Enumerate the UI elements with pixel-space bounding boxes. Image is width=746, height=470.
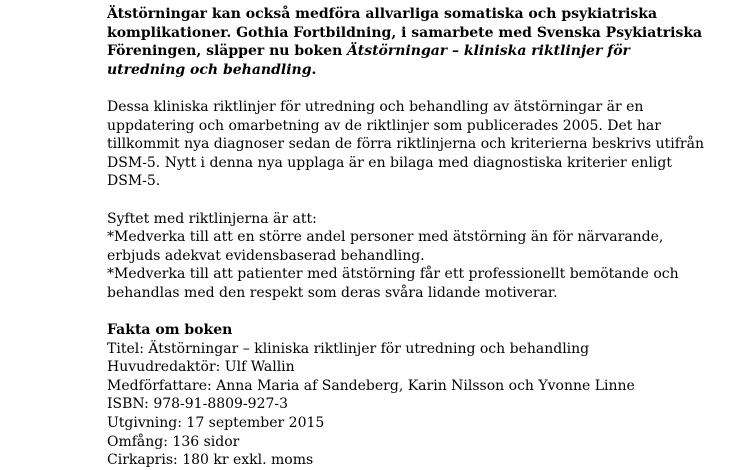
fact-isbn: ISBN: 978-91-8809-927-3 <box>107 396 289 413</box>
press-release-body <box>107 5 707 470</box>
fact-title: Titel: Ätstörningar – kliniska riktlinjer för utredning och behandling <box>107 340 590 357</box>
purpose-item: *Medverka till att en större andel personer med ätstörning än för närvarande, erbjuds adekvat evidensbaserad behandling. <box>107 229 664 264</box>
fact-release-date: Utgivning: 17 september 2015 <box>107 415 325 432</box>
guidelines-paragraph: Dessa kliniska riktlinjer för utredning och behandling av ätstörningar är en uppdatering och omarbetning av de riktlinjer som publicerades 2005. Det har tillkommit nya diagnoser sedan de förra riktlinjerna och kriterierna beskrivs utifrån DSM-5. Nytt i denna nya upplaga är en bilaga med diagnostiska kriterier enligt DSM-5. <box>107 98 704 190</box>
spacer <box>107 79 707 98</box>
intro-paragraph <box>107 5 707 79</box>
fact-pages: Omfång: 136 sidor <box>107 433 240 450</box>
intro-text: Ätstörningar kan också medföra allvarliga somatiska och psykiatriska komplikationer. Gothia Fortbildning, i samarbete med Svenska Psykiatriska Föreningen, släpper nu boken <box>107 6 703 60</box>
fact-editor: Huvudredaktör: Ulf Wallin <box>107 359 295 376</box>
facts-heading: Fakta om boken <box>107 322 233 339</box>
book-title: Ätstörningar – kliniska riktlinjer för utredning och behandling <box>107 43 630 78</box>
fact-price: Cirkapris: 180 kr exkl. moms <box>107 452 314 469</box>
purpose-item: *Medverka till att patienter med ätstörning får ett professionellt bemötande och behandlas med den respekt som deras svåra lidande motiverar. <box>107 266 679 301</box>
fact-coauthors: Medförfattare: Anna Maria af Sandeberg, Karin Nilsson och Yvonne Linne <box>107 377 635 394</box>
intro-end: . <box>311 61 317 78</box>
spacer <box>107 191 707 210</box>
purpose-heading: Syftet med riktlinjerna är att: <box>107 210 317 227</box>
spacer <box>107 303 707 322</box>
